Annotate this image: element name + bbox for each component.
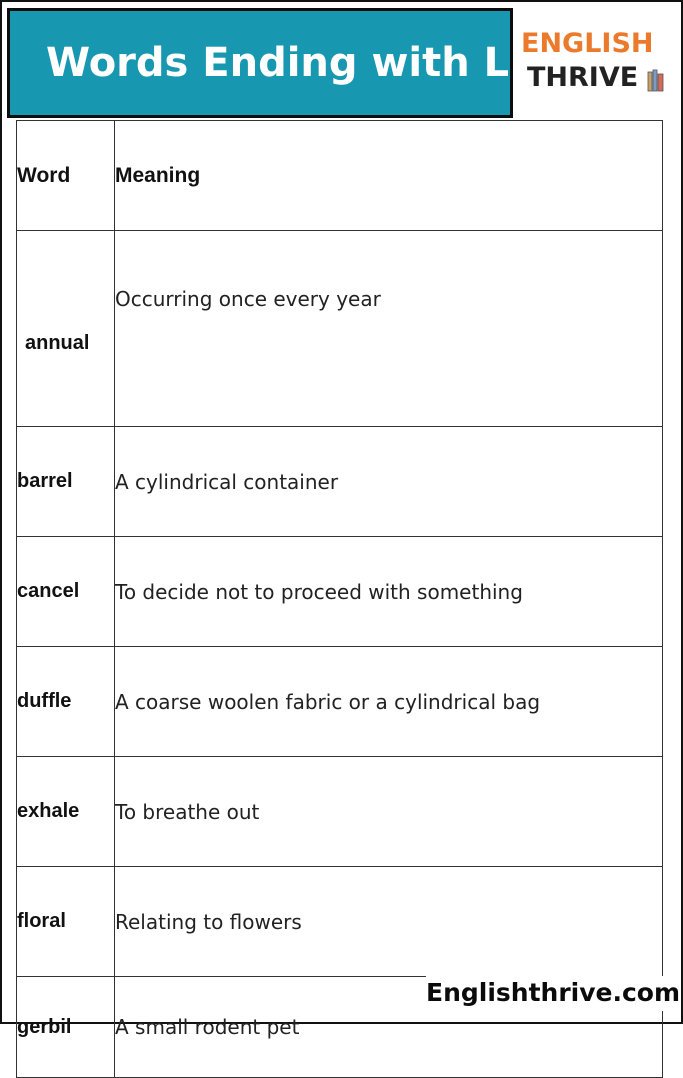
meaning-cell: A small rodent pet (115, 977, 663, 1078)
words-table (16, 120, 663, 1078)
logo-line-thrive: THRIVE (527, 62, 639, 93)
meaning-cell: Relating to flowers (115, 867, 663, 977)
meaning-cell: A coarse woolen fabric or a cylindrical bag (115, 647, 663, 757)
word-cell: gerbil (17, 977, 115, 1078)
page-title: Words Ending with L (46, 40, 510, 86)
title-banner (7, 8, 513, 118)
table-row (17, 757, 663, 867)
brand-logo (519, 28, 669, 100)
table-row (17, 231, 663, 427)
column-header-word: Word (17, 121, 115, 231)
books-icon (647, 68, 665, 92)
footer-website: Englishthrive.com (426, 976, 680, 1011)
table-row (17, 537, 663, 647)
logo-line-english: ENGLISH (521, 28, 654, 59)
word-cell: barrel (17, 427, 115, 537)
table-row (17, 867, 663, 977)
meaning-cell: To breathe out (115, 757, 663, 867)
table-row (17, 427, 663, 537)
word-cell: duffle (17, 647, 115, 757)
word-cell: cancel (17, 537, 115, 647)
meaning-cell: Occurring once every year (115, 231, 663, 427)
meaning-cell: To decide not to proceed with something (115, 537, 663, 647)
word-cell: annual (17, 231, 115, 427)
table-row (17, 647, 663, 757)
meaning-cell: A cylindrical container (115, 427, 663, 537)
table-header-row (17, 121, 663, 231)
word-cell: exhale (17, 757, 115, 867)
word-cell: floral (17, 867, 115, 977)
column-header-meaning: Meaning (115, 121, 663, 231)
